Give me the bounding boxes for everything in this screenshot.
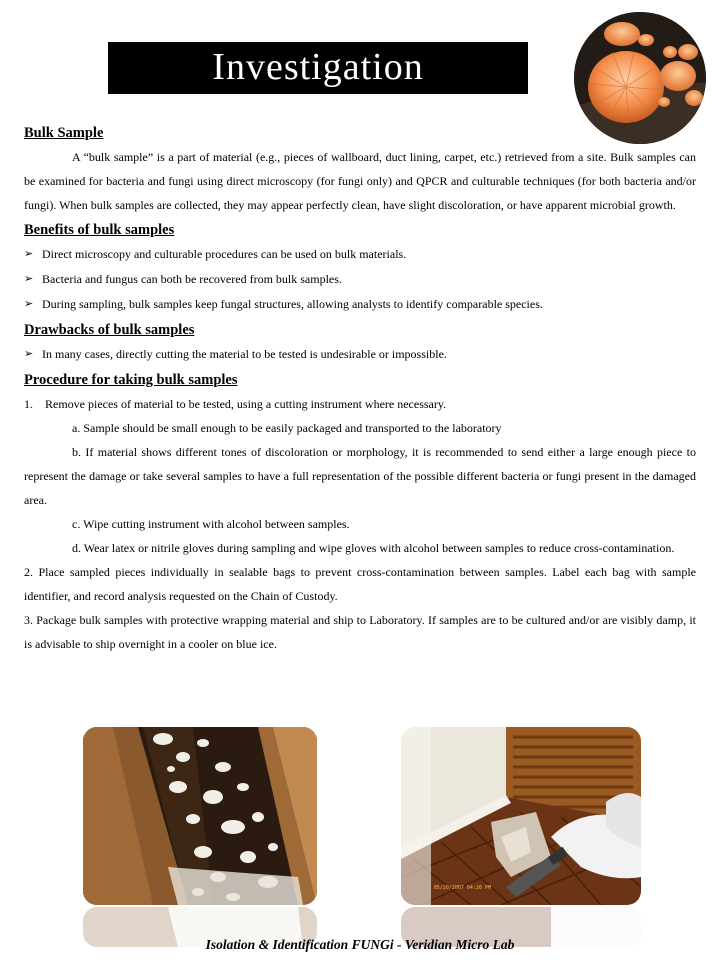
document-body	[24, 120, 696, 656]
moldy-wood-photo	[83, 727, 317, 905]
procedure-step-2: 2. Place sampled pieces individually in sealable bags to prevent cross-contamination between samples. Label each bag with sample identifier, and record analysis requested on the Chain of Custody.	[24, 565, 696, 603]
bulk-sample-paragraph: A “bulk sample” is a part of material (e.g., pieces of wallboard, duct lining, carpet, etc.) retrieved from a site. Bulk samples can be examined for bacteria and fungi using direct microscopy (for fungi only) and QPCR and culturable techniques (for both bacteria and/or fungi). When bulk samples are collected, they may appear perfectly clean, have slight discoloration, or have apparent microbial growth.	[24, 150, 696, 212]
procedure-step-3: 3. Package bulk samples with protective wrapping material and ship to Laboratory. If samples are to be cultured and/or are visibly damp, it is advisable to ship overnight in a cooler on blue ice.	[24, 613, 696, 651]
procedure-step-1d: d. Wear latex or nitrile gloves during sampling and wipe gloves with alcohol between samples to reduce cross-contamination.	[72, 541, 675, 555]
heading-bulk-sample: Bulk Sample	[24, 125, 104, 141]
footer-lab-name: Isolation & Identification FUNGi - Veridian Micro Lab	[205, 937, 515, 952]
procedure-step-1c: c. Wipe cutting instrument with alcohol between samples.	[72, 517, 350, 531]
heading-drawbacks: Drawbacks of bulk samples	[24, 322, 195, 338]
heading-procedure: Procedure for taking bulk samples	[24, 372, 238, 388]
benefit-item: ➢ During sampling, bulk samples keep fungal structures, allowing analysts to identify comparable species.	[24, 292, 696, 317]
drawback-item: ➢ In many cases, directly cutting the material to be tested is undesirable or impossible.	[24, 342, 696, 367]
page-title: Investigation	[108, 42, 528, 94]
procedure-step-1b: b. If material shows different tones of discoloration or morphology, it is recommended to send either a large enough piece to represent the damage or take several samples to have a full representation of the possible different bacteria or fungi present in the damaged area.	[24, 445, 696, 507]
heading-benefits: Benefits of bulk samples	[24, 222, 175, 238]
sampling-floor-photo	[401, 727, 641, 905]
procedure-step-1: 1. Remove pieces of material to be tested, using a cutting instrument where necessary.	[24, 397, 447, 411]
benefit-item: ➢ Bacteria and fungus can both be recovered from bulk samples.	[24, 267, 696, 292]
benefit-item: ➢ Direct microscopy and culturable procedures can be used on bulk materials.	[24, 242, 696, 267]
procedure-step-1a: a. Sample should be small enough to be easily packaged and transported to the laboratory	[72, 421, 502, 435]
photo-timestamp: 05/20/2007 04:26 PM	[433, 885, 491, 891]
